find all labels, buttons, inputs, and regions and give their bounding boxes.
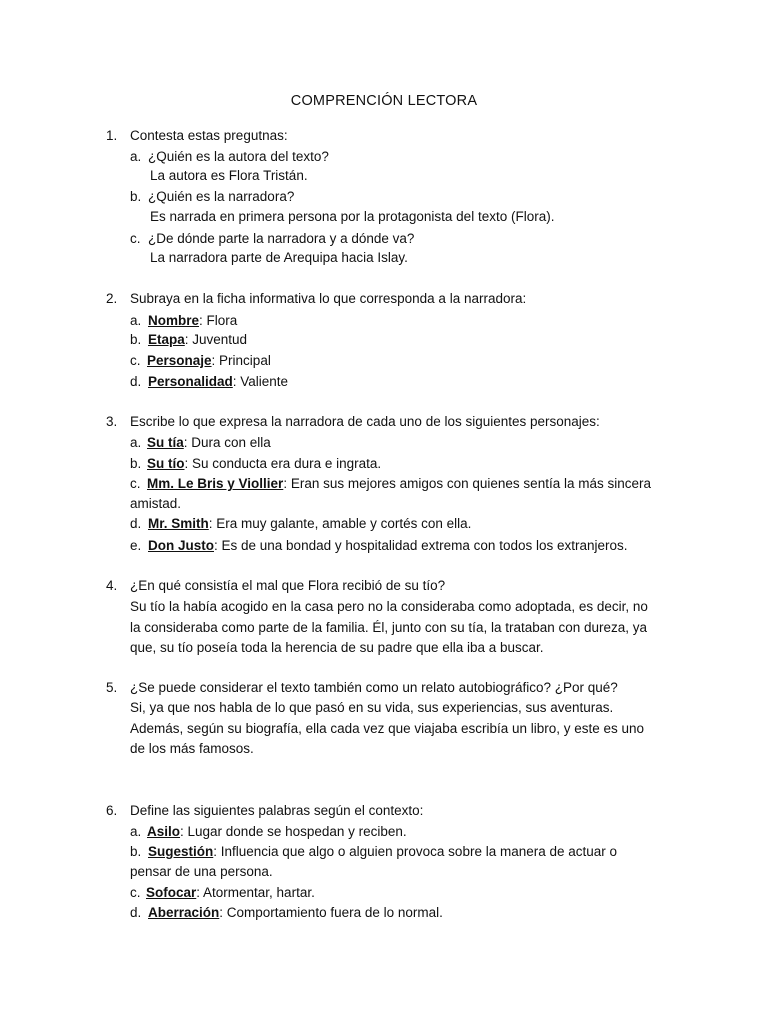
item-marker: d. [130,516,142,531]
key-term: Su tío [147,456,185,471]
item-text: : Es de una bondad y hospitalidad extrema con todos los extranjeros. [214,538,628,553]
character-item [148,515,471,533]
document-title: COMPRENCIÓN LECTORA [290,93,478,109]
answer-line: Si, ya que nos habla de lo que pasó en su vida, sus experiencias, sus aventuras. [130,700,614,715]
item-marker: c. [130,353,141,368]
key-term: Su tía [147,435,184,450]
question-number: 2. [106,291,118,306]
item-text: : Lugar donde se hospedan y reciben. [180,824,407,839]
key-term: Personaje [147,353,212,368]
answer-text: La autora es Flora Tristán. [150,168,308,183]
item-marker: b. [130,332,142,347]
item-marker: b. [130,189,142,204]
vocabulary-item [148,904,443,922]
question-number: 4. [106,578,118,593]
item-marker: a. [130,824,142,839]
question-prompt: ¿En qué consistía el mal que Flora recibió de su tío? [130,578,446,593]
answer-line: Su tío la había acogido en la casa pero no la consideraba como adoptada, es decir, no [130,599,648,614]
item-text: : Dura con ella [183,435,271,450]
key-term: Mr. Smith [148,516,209,531]
item-text: : Influencia que algo o alguien provoca sobre la manera de actuar o [213,844,618,859]
item-marker: a. [130,313,142,328]
item-marker: c. [130,231,141,246]
continuation-text: pensar de una persona. [130,864,273,879]
item-text: : Flora [199,313,238,328]
item-marker: b. [130,844,142,859]
answer-line: la consideraba como parte de la familia. Él, junto con su tía, la trataban con dureza, ya [130,620,648,635]
item-text: : Juventud [184,332,248,347]
key-term: Sugestión [148,844,214,859]
definition-item [147,352,271,370]
key-term: Sofocar [146,885,197,900]
question-prompt: Escribe lo que expresa la narradora de cada uno de los siguientes personajes: [130,414,600,429]
answer-text: La narradora parte de Arequipa hacia Islay. [150,250,408,265]
item-text: : Atormentar, hartar. [196,885,315,900]
definition-item [148,373,288,391]
question-prompt: Contesta estas pregutnas: [130,128,288,143]
key-term: Nombre [148,313,200,328]
question-number: 6. [106,803,118,818]
key-term: Etapa [148,332,185,347]
vocabulary-item [147,823,407,841]
item-text: : Su conducta era dura e ingrata. [184,456,382,471]
item-text: : Valiente [232,374,289,389]
key-term: Mm. Le Bris y Viollier [147,476,284,491]
item-text: : Era muy galante, amable y cortés con ella. [208,516,472,531]
vocabulary-item [146,884,315,902]
key-term: Asilo [147,824,181,839]
character-item [147,455,381,473]
character-item [147,434,271,452]
item-text: : Comportamiento fuera de lo normal. [219,905,443,920]
item-marker: a. [130,149,142,164]
continuation-text: amistad. [130,496,182,511]
item-text: : Eran sus mejores amigos con quienes sentía la más sincera [283,476,651,491]
item-marker: d. [130,374,142,389]
question-number: 3. [106,414,118,429]
vocabulary-item [148,843,617,861]
item-text: : Principal [211,353,271,368]
item-marker: c. [130,476,141,491]
question-prompt: ¿Se puede considerar el texto también como un relato autobiográfico? ¿Por qué? [130,680,618,695]
item-marker: e. [130,538,142,553]
item-marker: a. [130,435,142,450]
key-term: Aberración [148,905,220,920]
character-item [147,475,651,493]
question-prompt: Subraya en la ficha informativa lo que corresponda a la narradora: [130,291,527,306]
item-marker: d. [130,905,142,920]
sub-question: ¿De dónde parte la narradora y a dónde va? [148,231,415,246]
item-marker: b. [130,456,142,471]
question-number: 1. [106,128,118,143]
answer-line: que, su tío poseía toda la herencia de su padre que ella iba a buscar. [130,640,544,655]
definition-item [148,312,237,330]
question-prompt: Define las siguientes palabras según el contexto: [130,803,424,818]
answer-text: Es narrada en primera persona por la protagonista del texto (Flora). [150,209,555,224]
character-item [148,537,628,555]
answer-line: Además, según su biografía, ella cada vez que viajaba escribía un libro, y este es uno [130,721,645,736]
key-term: Don Justo [148,538,214,553]
key-term: Personalidad [148,374,233,389]
sub-question: ¿Quién es la narradora? [148,189,295,204]
question-number: 5. [106,680,118,695]
answer-line: de los más famosos. [130,741,254,756]
sub-question: ¿Quién es la autora del texto? [148,149,329,164]
item-marker: c. [130,885,141,900]
definition-item [148,331,247,349]
